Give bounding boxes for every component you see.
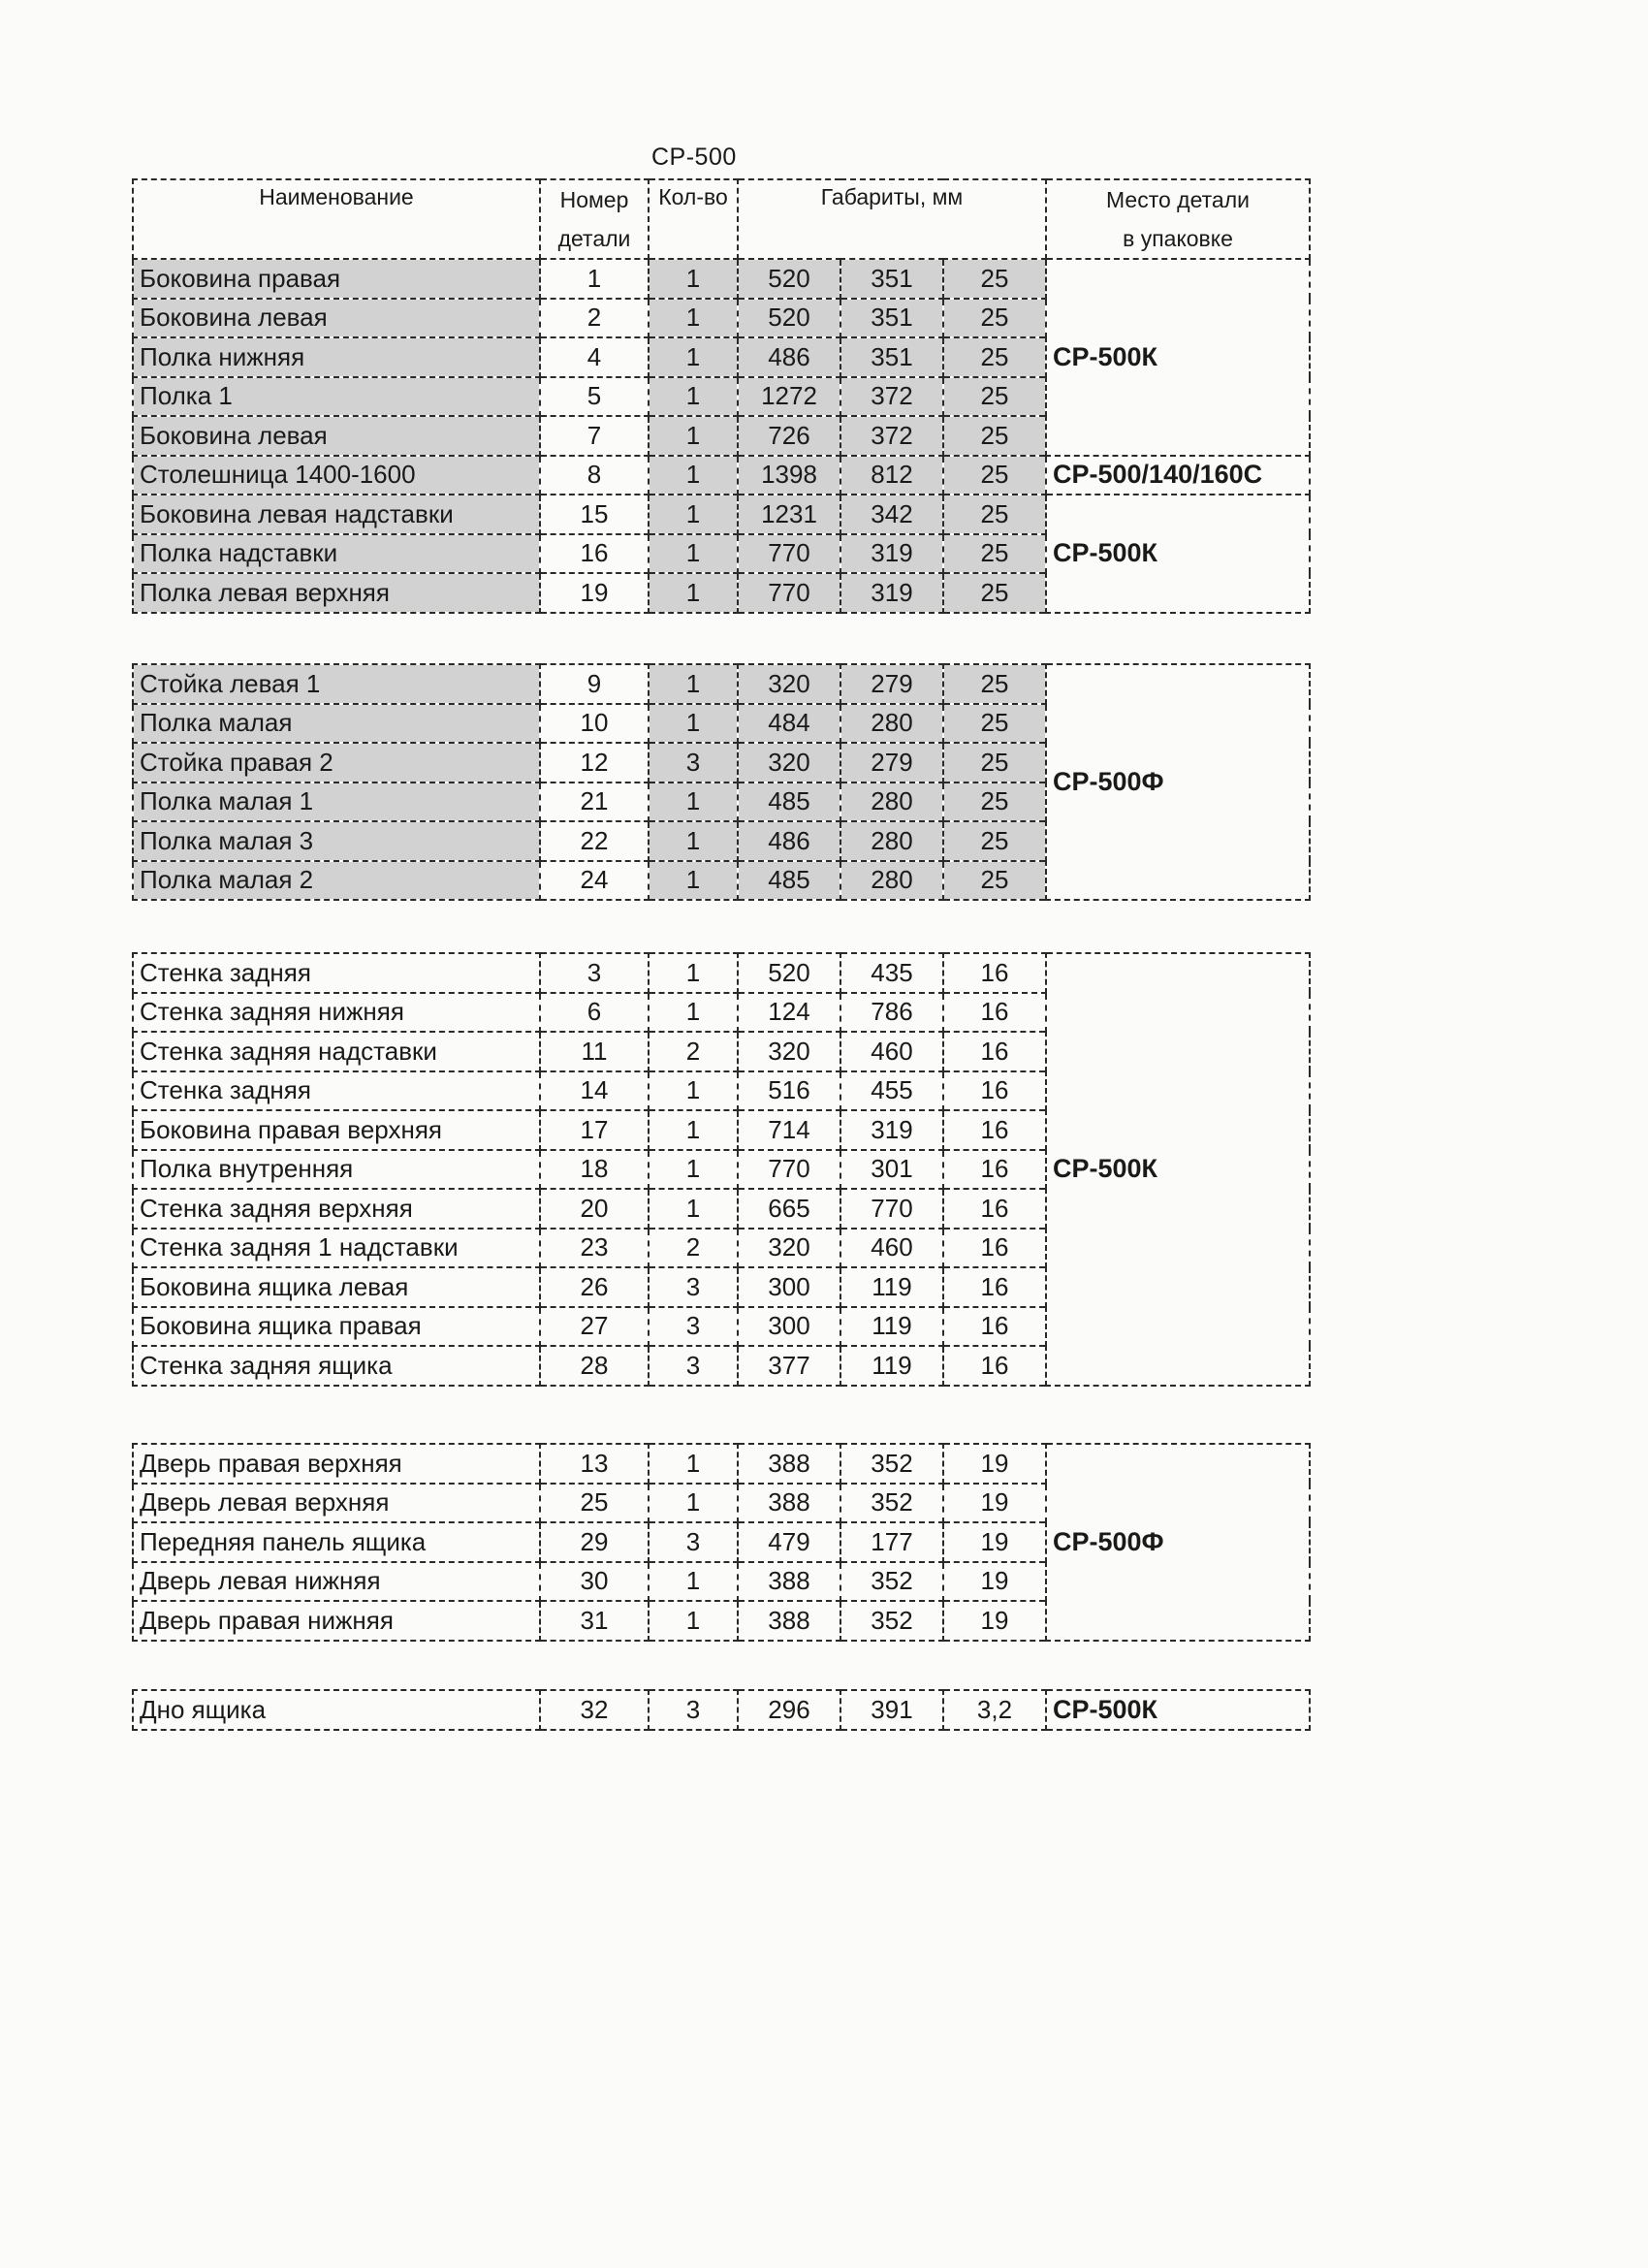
part-dim-width: 460 [840,1032,943,1071]
part-dim-thickness: 25 [943,573,1046,613]
part-name: Передняя панель ящика [133,1522,540,1562]
part-dim-width: 177 [840,1522,943,1562]
table-row [133,495,1310,534]
part-number: 4 [540,337,649,377]
part-qty: 3 [649,743,738,783]
part-dim-thickness: 19 [943,1562,1046,1602]
part-dim-length: 520 [738,299,840,338]
part-dim-thickness: 25 [943,456,1046,495]
part-number: 5 [540,377,649,417]
part-dim-length: 320 [738,743,840,783]
part-qty: 1 [649,299,738,338]
table-row [133,664,1310,704]
part-dim-thickness: 19 [943,1601,1046,1641]
part-name: Стенка задняя верхняя [133,1189,540,1229]
part-dim-length: 665 [738,1189,840,1229]
part-dim-thickness: 16 [943,1346,1046,1386]
part-dim-length: 485 [738,861,840,901]
part-qty: 1 [649,953,738,993]
part-number: 12 [540,743,649,783]
part-name: Стойка правая 2 [133,743,540,783]
part-dim-length: 388 [738,1601,840,1641]
part-dim-length: 486 [738,337,840,377]
part-dim-thickness: 19 [943,1484,1046,1523]
part-dim-thickness: 19 [943,1444,1046,1484]
part-number: 28 [540,1346,649,1386]
part-qty: 1 [649,664,738,704]
part-name: Боковина ящика правая [133,1307,540,1347]
part-dim-length: 714 [738,1110,840,1150]
header-place-line1: Место детали [1106,187,1250,212]
part-name: Полка надставки [133,534,540,574]
part-dim-thickness: 16 [943,1189,1046,1229]
part-dim-width: 372 [840,416,943,456]
part-number: 10 [540,704,649,744]
header-place-line2: в упаковке [1123,226,1233,251]
part-name: Дверь левая верхняя [133,1484,540,1523]
part-qty: 3 [649,1522,738,1562]
part-number: 13 [540,1444,649,1484]
header-name: Наименование [133,179,540,259]
part-qty: 3 [649,1690,738,1730]
part-number: 3 [540,953,649,993]
part-name: Стенка задняя 1 надставки [133,1229,540,1268]
header-number-line1: Номер [559,187,629,212]
part-qty: 1 [649,495,738,534]
part-name: Дно ящика [133,1690,540,1730]
part-qty: 1 [649,861,738,901]
part-name: Боковина правая [133,259,540,299]
part-dim-width: 352 [840,1562,943,1602]
part-dim-width: 279 [840,664,943,704]
part-name: Полка малая 2 [133,861,540,901]
part-qty: 1 [649,1601,738,1641]
package-place: СР-500К [1046,259,1310,456]
header-dimensions: Габариты, мм [738,179,1046,259]
part-dim-width: 351 [840,259,943,299]
part-dim-width: 319 [840,1110,943,1150]
part-dim-length: 770 [738,1150,840,1190]
part-qty: 1 [649,704,738,744]
part-name: Боковина левая надставки [133,495,540,534]
part-number: 9 [540,664,649,704]
part-name: Стойка левая 1 [133,664,540,704]
table-row [133,259,1310,299]
part-number: 29 [540,1522,649,1562]
part-name: Полка внутренняя [133,1150,540,1190]
part-dim-width: 279 [840,743,943,783]
part-number: 8 [540,456,649,495]
part-dim-width: 280 [840,861,943,901]
part-number: 2 [540,299,649,338]
part-name: Боковина ящика левая [133,1267,540,1307]
header-place [1046,179,1310,259]
part-qty: 1 [649,1071,738,1111]
part-dim-width: 352 [840,1484,943,1523]
part-dim-thickness: 25 [943,743,1046,783]
part-dim-width: 280 [840,704,943,744]
part-dim-width: 352 [840,1444,943,1484]
part-dim-length: 486 [738,821,840,861]
table-row [133,1690,1310,1730]
part-number: 30 [540,1562,649,1602]
part-name: Боковина правая верхняя [133,1110,540,1150]
part-qty: 1 [649,456,738,495]
part-dim-width: 812 [840,456,943,495]
part-dim-thickness: 16 [943,1307,1046,1347]
part-dim-thickness: 25 [943,534,1046,574]
header-number [540,179,649,259]
parts-table [132,663,1311,901]
part-name: Стенка задняя нижняя [133,993,540,1033]
part-dim-length: 388 [738,1562,840,1602]
part-number: 1 [540,259,649,299]
part-dim-width: 372 [840,377,943,417]
part-dim-thickness: 16 [943,1150,1046,1190]
parts-table [132,178,1311,614]
package-place: СР-500К [1046,495,1310,613]
part-dim-width: 352 [840,1601,943,1641]
table-group-3 [132,952,1309,1387]
part-dim-length: 479 [738,1522,840,1562]
part-qty: 1 [649,377,738,417]
part-dim-width: 786 [840,993,943,1033]
part-number: 11 [540,1032,649,1071]
part-qty: 1 [649,259,738,299]
part-dim-thickness: 25 [943,783,1046,822]
part-dim-thickness: 25 [943,259,1046,299]
part-qty: 1 [649,1110,738,1150]
part-qty: 1 [649,416,738,456]
part-dim-width: 391 [840,1690,943,1730]
part-number: 22 [540,821,649,861]
part-dim-length: 484 [738,704,840,744]
package-place: СР-500К [1046,1690,1310,1730]
part-number: 15 [540,495,649,534]
part-qty: 1 [649,1484,738,1523]
part-number: 25 [540,1484,649,1523]
part-dim-thickness: 25 [943,337,1046,377]
part-number: 31 [540,1601,649,1641]
part-dim-width: 351 [840,299,943,338]
part-qty: 1 [649,337,738,377]
part-dim-width: 301 [840,1150,943,1190]
part-name: Стенка задняя надставки [133,1032,540,1071]
part-name: Дверь правая нижняя [133,1601,540,1641]
header-qty: Кол-во [649,179,738,259]
part-dim-thickness: 16 [943,993,1046,1033]
part-number: 7 [540,416,649,456]
part-dim-width: 342 [840,495,943,534]
part-name: Стенка задняя ящика [133,1346,540,1386]
part-dim-length: 726 [738,416,840,456]
part-name: Полка нижняя [133,337,540,377]
part-qty: 1 [649,534,738,574]
part-name: Стенка задняя [133,953,540,993]
part-name: Стенка задняя [133,1071,540,1111]
part-number: 6 [540,993,649,1033]
table-row [133,953,1310,993]
part-dim-length: 124 [738,993,840,1033]
part-dim-length: 520 [738,259,840,299]
part-dim-thickness: 25 [943,664,1046,704]
part-dim-width: 280 [840,821,943,861]
part-number: 24 [540,861,649,901]
part-dim-width: 435 [840,953,943,993]
part-dim-thickness: 25 [943,495,1046,534]
part-qty: 3 [649,1346,738,1386]
part-name: Полка малая 3 [133,821,540,861]
part-dim-width: 455 [840,1071,943,1111]
part-number: 19 [540,573,649,613]
part-number: 23 [540,1229,649,1268]
part-name: Столешница 1400-1600 [133,456,540,495]
part-qty: 3 [649,1307,738,1347]
part-qty: 1 [649,1444,738,1484]
part-name: Боковина левая [133,299,540,338]
parts-table [132,952,1311,1387]
part-number: 26 [540,1267,649,1307]
header-number-line2: детали [557,226,631,251]
part-dim-length: 300 [738,1307,840,1347]
package-place: СР-500Ф [1046,1444,1310,1641]
parts-table [132,1689,1311,1731]
table-group-5 [132,1689,1309,1731]
part-dim-thickness: 16 [943,1229,1046,1268]
parts-table [132,1443,1311,1642]
part-name: Дверь правая верхняя [133,1444,540,1484]
part-dim-width: 119 [840,1307,943,1347]
part-qty: 1 [649,1189,738,1229]
part-name: Полка левая верхняя [133,573,540,613]
part-qty: 2 [649,1032,738,1071]
part-dim-length: 388 [738,1444,840,1484]
part-dim-thickness: 25 [943,299,1046,338]
package-place: СР-500Ф [1046,664,1310,900]
part-name: Полка 1 [133,377,540,417]
part-number: 20 [540,1189,649,1229]
part-dim-length: 516 [738,1071,840,1111]
part-qty: 2 [649,1229,738,1268]
part-qty: 1 [649,1562,738,1602]
part-dim-length: 520 [738,953,840,993]
part-qty: 1 [649,1150,738,1190]
table-row [133,456,1310,495]
part-dim-width: 460 [840,1229,943,1268]
part-dim-thickness: 16 [943,1032,1046,1071]
part-dim-thickness: 19 [943,1522,1046,1562]
part-number: 14 [540,1071,649,1111]
package-place: СР-500/140/160С [1046,456,1310,495]
part-dim-length: 485 [738,783,840,822]
document-title: СР-500 [651,144,737,171]
part-qty: 1 [649,573,738,613]
part-dim-thickness: 16 [943,1071,1046,1111]
part-dim-length: 770 [738,573,840,613]
part-dim-length: 770 [738,534,840,574]
part-dim-length: 300 [738,1267,840,1307]
part-dim-thickness: 16 [943,953,1046,993]
part-dim-length: 1398 [738,456,840,495]
part-dim-thickness: 25 [943,704,1046,744]
part-dim-width: 319 [840,573,943,613]
part-dim-thickness: 16 [943,1267,1046,1307]
part-dim-width: 119 [840,1346,943,1386]
part-dim-width: 119 [840,1267,943,1307]
part-name: Дверь левая нижняя [133,1562,540,1602]
part-number: 27 [540,1307,649,1347]
part-dim-length: 320 [738,1229,840,1268]
part-qty: 3 [649,1267,738,1307]
part-name: Полка малая [133,704,540,744]
part-dim-width: 280 [840,783,943,822]
table-group-2 [132,663,1309,901]
part-dim-width: 351 [840,337,943,377]
part-dim-length: 1231 [738,495,840,534]
table-row [133,1444,1310,1484]
part-dim-length: 388 [738,1484,840,1523]
part-number: 17 [540,1110,649,1150]
package-place: СР-500К [1046,953,1310,1386]
part-name: Полка малая 1 [133,783,540,822]
table-group-4 [132,1443,1309,1642]
table-group-1 [132,178,1309,614]
part-dim-length: 320 [738,664,840,704]
part-dim-width: 770 [840,1189,943,1229]
part-dim-thickness: 25 [943,377,1046,417]
part-dim-thickness: 3,2 [943,1690,1046,1730]
part-qty: 1 [649,993,738,1033]
part-qty: 1 [649,783,738,822]
part-qty: 1 [649,821,738,861]
part-dim-length: 296 [738,1690,840,1730]
part-number: 32 [540,1690,649,1730]
header-row [133,179,1310,259]
part-number: 18 [540,1150,649,1190]
part-dim-width: 319 [840,534,943,574]
part-dim-thickness: 16 [943,1110,1046,1150]
part-dim-length: 377 [738,1346,840,1386]
part-number: 21 [540,783,649,822]
part-number: 16 [540,534,649,574]
part-dim-length: 320 [738,1032,840,1071]
part-dim-thickness: 25 [943,861,1046,901]
part-name: Боковина левая [133,416,540,456]
part-dim-thickness: 25 [943,416,1046,456]
part-dim-length: 1272 [738,377,840,417]
part-dim-thickness: 25 [943,821,1046,861]
